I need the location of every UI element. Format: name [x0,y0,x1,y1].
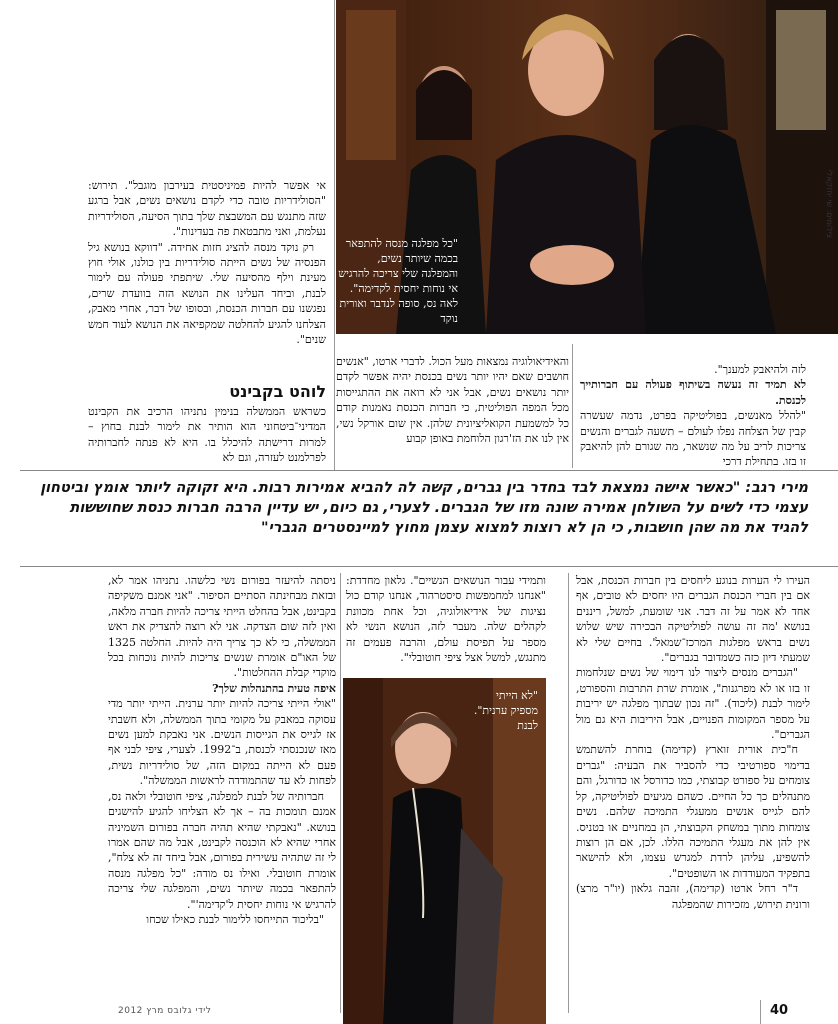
pullquote [36,478,808,538]
column-divider [572,344,573,468]
bottom-left-column [576,573,810,912]
pullquote-rule-bottom [20,566,838,567]
paragraph: רק נוקד מנסה להציג חזות אחידה. "דווקא בנושא גיל הפנסיה של נשים הייתה סולידריות בין כולנו, אולי חוץ מעינת וילף מהסיעה שלי. שיתפתי פעולה עם לימור לבנת, וביחד העלינו את הנושא הזה בוועדת שרים, נפגשנו עם חברות הכנסת, ובסופו של דבר, אחרי מאבק, הצלחנו להגיע להחלטה שמקפיאה את הנושא לעוד חמש שנים". [88,240,326,347]
left-mid-column [580,362,806,470]
bottom-photo-caption: "לא הייתי מספיק ערנית". לבנת [473,689,538,732]
paragraph: ניסתה להיעזר בפורום נשי כלשהו. נתניהו אמר לא, ובזאת מבחינתה הסתיים הסיפור. "אני אמנם משקיפה בקבינט, אבל בהחלט הייתי צריכה להיות חברה מלאה, ואין לזה שום הצדקה. אני לא רוצה להצדיק את ראש הממשלה, כי לא כך צריך היה להיות. החלטה 1325 של האו"ם אומרת שנשים צריכות להיות נוכחות בכל מוקדי קבלת ההחלטות". [108,574,336,680]
top-photo-caption: "כל מפלגה מנסה להתפאר בכמה שיותר נשים, והמפלגה שלי צריכה להרגיש אי נוחות יחסית לקדימה". לאה נס, סופה לנדבר ואורית נוקד [338,237,458,325]
column-divider [334,0,335,470]
right-top-column [88,178,326,347]
paragraph: אי אפשר להיות פמיניסטית בעירבון מוגבל". תירוש: "הסולידריות טובה כדי לקדם נושאים נשים, אבל ברגע שזה מתנגש עם המשבצת שלך בתוך הסיעה, הסולידריות נעלמת, ואני מתבטאת פה בעדינות". [88,179,326,239]
pullquote-text: "כאשר אישה נמצאת לבד בחדר בין גברים, קשה לה להביא אמירות רבות. היא זקוקה ליותר אומץ וביטחון עצמי כדי לשים על השולחן אמירה שונה מזו של הגברים. לצערי, גם כיום, יש עדיין הרבה חברות כנסת שחוששות להגיד את מה שהן חושבות, כי הן לא רוצות למצוא עצמן מחוץ למיינסטרים הגברי" [40,480,808,536]
paragraph: "להלל מאנשים, בפוליטיקה בפרט, נדמה שעשרה קבין של הצלחה נפלו לעולם – תשעה לגברים והנשים צריכות לריב על מה שנשאר, מה שגורם להן להיאבק זו בזו. בתחילת דרכי [580,409,806,469]
paragraph: "הגברים מנסים ליצור לנו דימוי של נשים שנלחמות זו בזו או לא מפרגנות", אומרת שרת התרבות והספורט, לימור לבנת (ליכוד). "זה נכון שבתוך מפלגה יש יריבות על מספר המקומות הפנויים, אבל היריבות היא גם מול הגברים". [576,666,810,742]
right-mid-column: כשראש הממשלה בנימין נתניהו הרכיב את הקבינט המדיני־ביטחוני הוא הותיר את לימור לבנת בחוץ – למרות דרישתה להיכלל בו. היא לא פנתה לחברותיה לפרלמנט לעזרה, וגם לא [88,405,326,465]
paragraph: לזה ולהיאבק למענך". [714,363,806,376]
bottom-right-column [108,573,336,927]
footer-divider [760,1000,761,1024]
paragraph: ד"ר רחל ארטו (קדימה), זהבה גלאון (יו"ר מרצ) ורונית תירוש, מזכירות שהמפלגה [576,882,810,911]
page-number: 40 [770,1003,789,1018]
center-mid-column: והאידיאולוגיה נמצאות מעל הכול. לדברי ארטו, "אנשים חושבים שאם יהיו יותר נשים בכנסת יהיה אפשר לקדם יותר נושאים נשים, אבל אני לא רואה את ההתגייסות מכל המפה הפוליטית, כי חברות הכנסת נאמנות קודם כל למשמעת הקואליציונית שלהן. אין שום אורקל נשי, אין לנו את הז'רגון הלוחמת באופן קבוע [336,355,569,446]
paragraph: "אולי הייתי צריכה להיות יותר ערנית. הייתי יותר מדי עסוקה במאבק על מקומי בתוך הממשלה, ולא חשבתי אז לגייס את הגייסות הנשים. אני נאבקת למען נשים מאז שנכנסתי לכנסת, ב־1992. לצערי, ציפי לבני אף פעם לא הייתה במקום הזה, של סולידריות נשית, לפחות לא עד שהתמודדה לראשות הממשלה". [108,697,337,788]
paragraph: חברותיה של לבנת למפלגה, ציפי חוטובלי ולאה נס, אמנם תומכות בה – אך לא הצליחו להגיע להישגים בנושא. "נאבקתי שהיא תהיה חברה בפורום השמיניה אחרי שהיא לא הוכנסה לקבינט, אבל מה שהם אמרו לי זה שתהיה עשירית בפורום, אבל ביחד זה לא צלח", אומרת חוטובלי. ואילו נס מודה: "כל מפלגה מנסה להתפאר בכמה שיותר נשים, והמפלגה שלי צריכה להרגיש אי נוחות יחסית ל'קדימה'". [108,789,336,911]
pullquote-speaker: מירי רגב: [745,480,808,496]
section-subhead: לוהט בקבינט [229,382,326,401]
paragraph: העירו לי הערות בנוגע ליחסים בין חברות הכנסת, אבל אם בין חברי הכנסת הגברים היו יחסים לא טובים, אף אחד לא אמר על זה דבר. אני שומעת, למשל, ריננים בנושא 'מה זה עושה לפוליטיקה הבכירה שיש שלוש נשים בראש מפלגות המרכז־שמאל'. בחיים שלי לא שמעתי דיון כזה כשמדובר בגברים". [576,574,810,665]
paragraph: "בליכוד התייחסו ללימור לבנת כאילו שכחו [146,912,324,926]
paragraph: ח"כית אורית זוארץ (קדימה) בוחרת להשתמש בדימוי ספורטיבי כדי להסביר את הבעיה: "גברים צומחים על ספורט קבוצתי, כמו כדורסל או כדורגל, והם מתנהלים כך כל החיים. כשהם מגיעים לפוליטיקה, קל להם לגייס אנשים ממעגלי התמיכה שלהם. נשים צומחות מתוך במשחק הקבוצתי, הן במחניים או בטניס. אין להן את מעגלי התמיכה הללו. לכן, אם הן רוצות להשפיע, עליהן לרדת למגרש עצמו, ולא להישאר בתפקיד המעודדות או השופטים". [576,743,810,880]
column-divider [340,573,341,1013]
column-divider [568,573,569,1013]
question: איפה טעית בהתנהלות שלך? [212,681,336,695]
pullquote-rule-top [20,470,838,471]
bottom-center-column: ותמידי עבור הנושאים הנשיים". גלאון מחדדת: "אנחנו למחמפשות סיסטרהוד, אנחנו קודם כול נציגות של אידיאולוגיה, וכל אחת מכוונת לקהלים שלה. מעבר לזה, הנושא הנשי לא מספר על תפיסת עולם, והרבה פעמים זה מתנגש, למשל אצל ציפי חוטובלי". [346,574,546,665]
footer-magazine: לידי גלובס מרץ 2012 [118,1006,212,1016]
photo-credit: צילומים: שי יחזקאלי [825,170,834,239]
paragraph-bold: לא תמיד זה נעשה בשיתוף פעולה עם חברותייך לכנסת. [580,378,806,407]
